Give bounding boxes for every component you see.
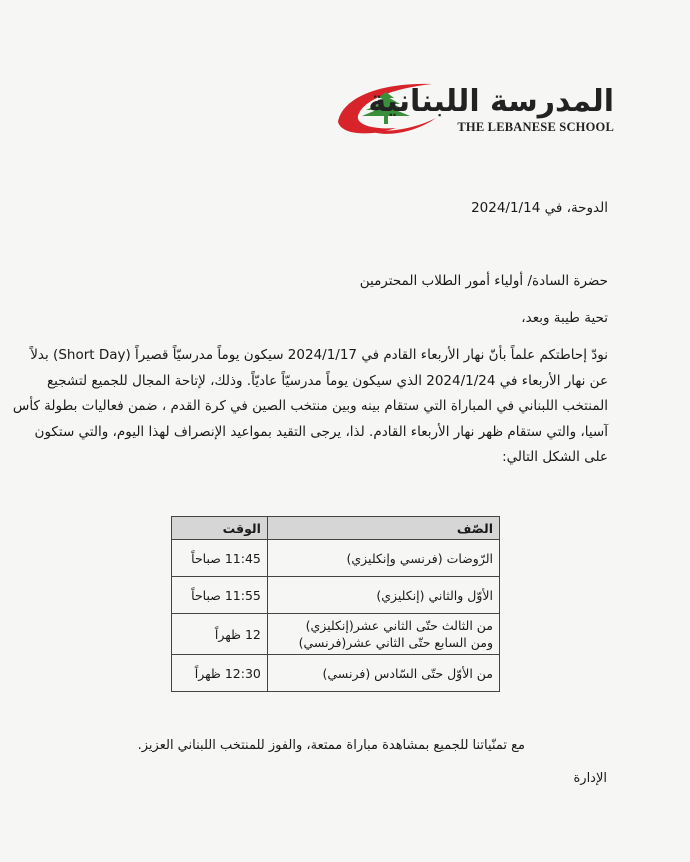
time-cell: 12 ظهراً — [172, 614, 268, 655]
class-text: من الأوّل حتّى السّادس (فرنسي) — [322, 665, 493, 681]
class-text: الرّوضات (فرنسي وإنكليزي) — [346, 550, 493, 566]
table-header-row — [172, 517, 500, 540]
class-cell — [267, 577, 499, 614]
class-text: ومن السابع حتّى الثاني عشر(فرنسي) — [298, 635, 493, 650]
signature: الإدارة — [573, 771, 607, 786]
table-row — [172, 655, 500, 692]
addressee: حضرة السادة/ أولياء أمور الطلاب المحترمين — [359, 273, 608, 289]
class-text: من الثالث حتّى الثاني عشر(إنكليزي) — [305, 618, 493, 633]
body-line: على الشكل التالي: — [502, 449, 608, 465]
class-text: الأوّل والثاني (إنكليزي) — [376, 587, 493, 603]
header-time: الوقت — [172, 517, 268, 540]
table-row — [172, 540, 500, 577]
date-line: الدوحة، في 2024/1/14 — [471, 200, 608, 216]
time-cell: 11:45 صباحاً — [172, 540, 268, 577]
school-name-english: THE LEBANESE SCHOOL — [457, 120, 614, 134]
time-cell: 12:30 ظهراً — [172, 655, 268, 692]
school-logo — [332, 72, 632, 144]
school-name-arabic: المدرسة اللبنانية — [368, 84, 614, 119]
table-row — [172, 614, 500, 655]
body-line: المنتخب اللبناني في المباراة التي ستقام بينه وبين منتخب الصين في كرة القدم ، ضمن فعاليات بطولة كأس — [12, 398, 608, 414]
body-line: نودّ إحاطتكم علماً بأنّ نهار الأربعاء القادم في 2024/1/17 سيكون يوماً مدرسيّاً قصيراً (Short Day) بدلاً — [30, 347, 608, 363]
greeting: تحية طيبة وبعد، — [521, 310, 608, 326]
class-cell — [267, 614, 499, 655]
body-line: آسيا، والتي ستقام ظهر نهار الأربعاء القادم. لذا، يرجى التقيد بمواعيد الإنصراف لهذا اليوم، والتي ستكون — [34, 423, 608, 440]
class-cell — [267, 655, 499, 692]
dismissal-schedule-table — [171, 516, 500, 692]
body-paragraph — [12, 343, 608, 471]
time-cell: 11:55 صباحاً — [172, 577, 268, 614]
table-row — [172, 577, 500, 614]
closing-line: مع تمنّياتنا للجميع بمشاهدة مباراة ممتعة، والفوز للمنتخب اللبناني العزيز. — [137, 738, 525, 753]
body-line: عن نهار الأربعاء في 2024/1/24 الذي سيكون يوماً مدرسيّاً عاديّاً. وذلك، لإتاحة المجال للجميع لتشجيع — [46, 372, 608, 389]
class-cell — [267, 540, 499, 577]
header-class: الصّف — [267, 517, 499, 540]
